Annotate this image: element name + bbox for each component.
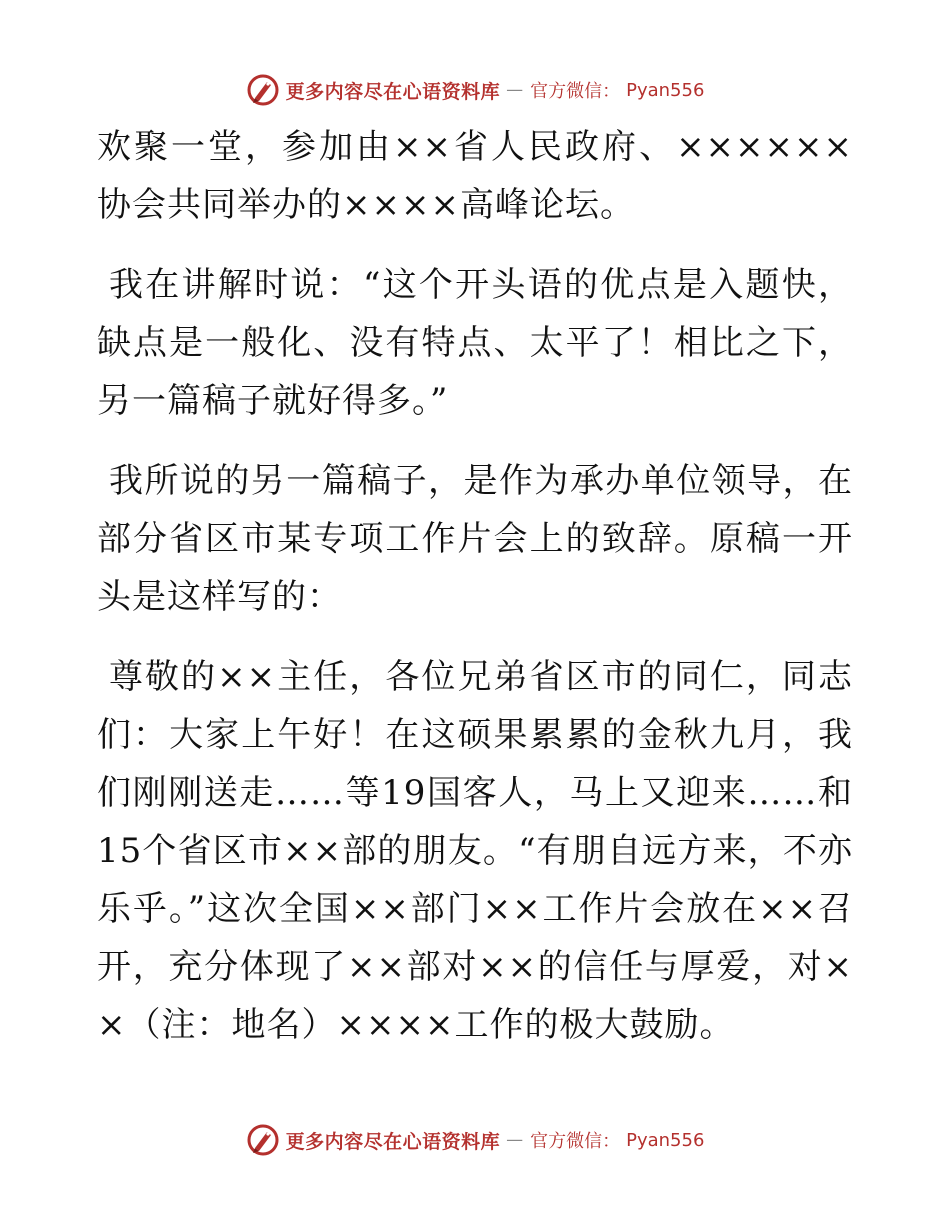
pen-logo-icon xyxy=(246,73,280,107)
paragraph-4: 尊敬的××主任，各位兄弟省区市的同仁，同志们：大家上午好！在这硕果累累的金秋九月，我们刚刚送走……等19国客人，马上又迎来……和15个省区市××部的朋友。“有朋自远方来，不亦乐乎。”这次全国××部门××工作片会放在××召开，充分体现了××部对××的信任与厚爱，对××（注：地名）××××工作的极大鼓励。 xyxy=(97,657,853,1045)
header-watermark xyxy=(0,70,950,110)
watermark-wechat-id: Pyan556 xyxy=(626,79,705,101)
watermark-wechat-prefix: 官方微信： xyxy=(530,81,621,102)
watermark-wechat-id: Pyan556 xyxy=(626,1129,705,1151)
watermark-separator: — xyxy=(506,80,525,100)
footer-watermark xyxy=(0,1120,950,1160)
paragraph-3: 我所说的另一篇稿子，是作为承办单位领导，在部分省区市某专项工作片会上的致辞。原稿一开头是这样写的： xyxy=(97,461,853,617)
watermark-brand: 更多内容尽在心语资料库 xyxy=(285,80,501,103)
watermark-separator: — xyxy=(506,1130,525,1150)
paragraph-1: 欢聚一堂，参加由××省人民政府、××××××协会共同举办的××××高峰论坛。 xyxy=(97,127,853,225)
pen-logo-icon xyxy=(246,1123,280,1157)
watermark-brand: 更多内容尽在心语资料库 xyxy=(285,1130,501,1153)
watermark-wechat-prefix: 官方微信： xyxy=(530,1131,621,1152)
paragraph-2: 我在讲解时说：“这个开头语的优点是入题快，缺点是一般化、没有特点、太平了！相比之下，另一篇稿子就好得多。” xyxy=(97,265,853,421)
document-body xyxy=(97,118,853,1076)
